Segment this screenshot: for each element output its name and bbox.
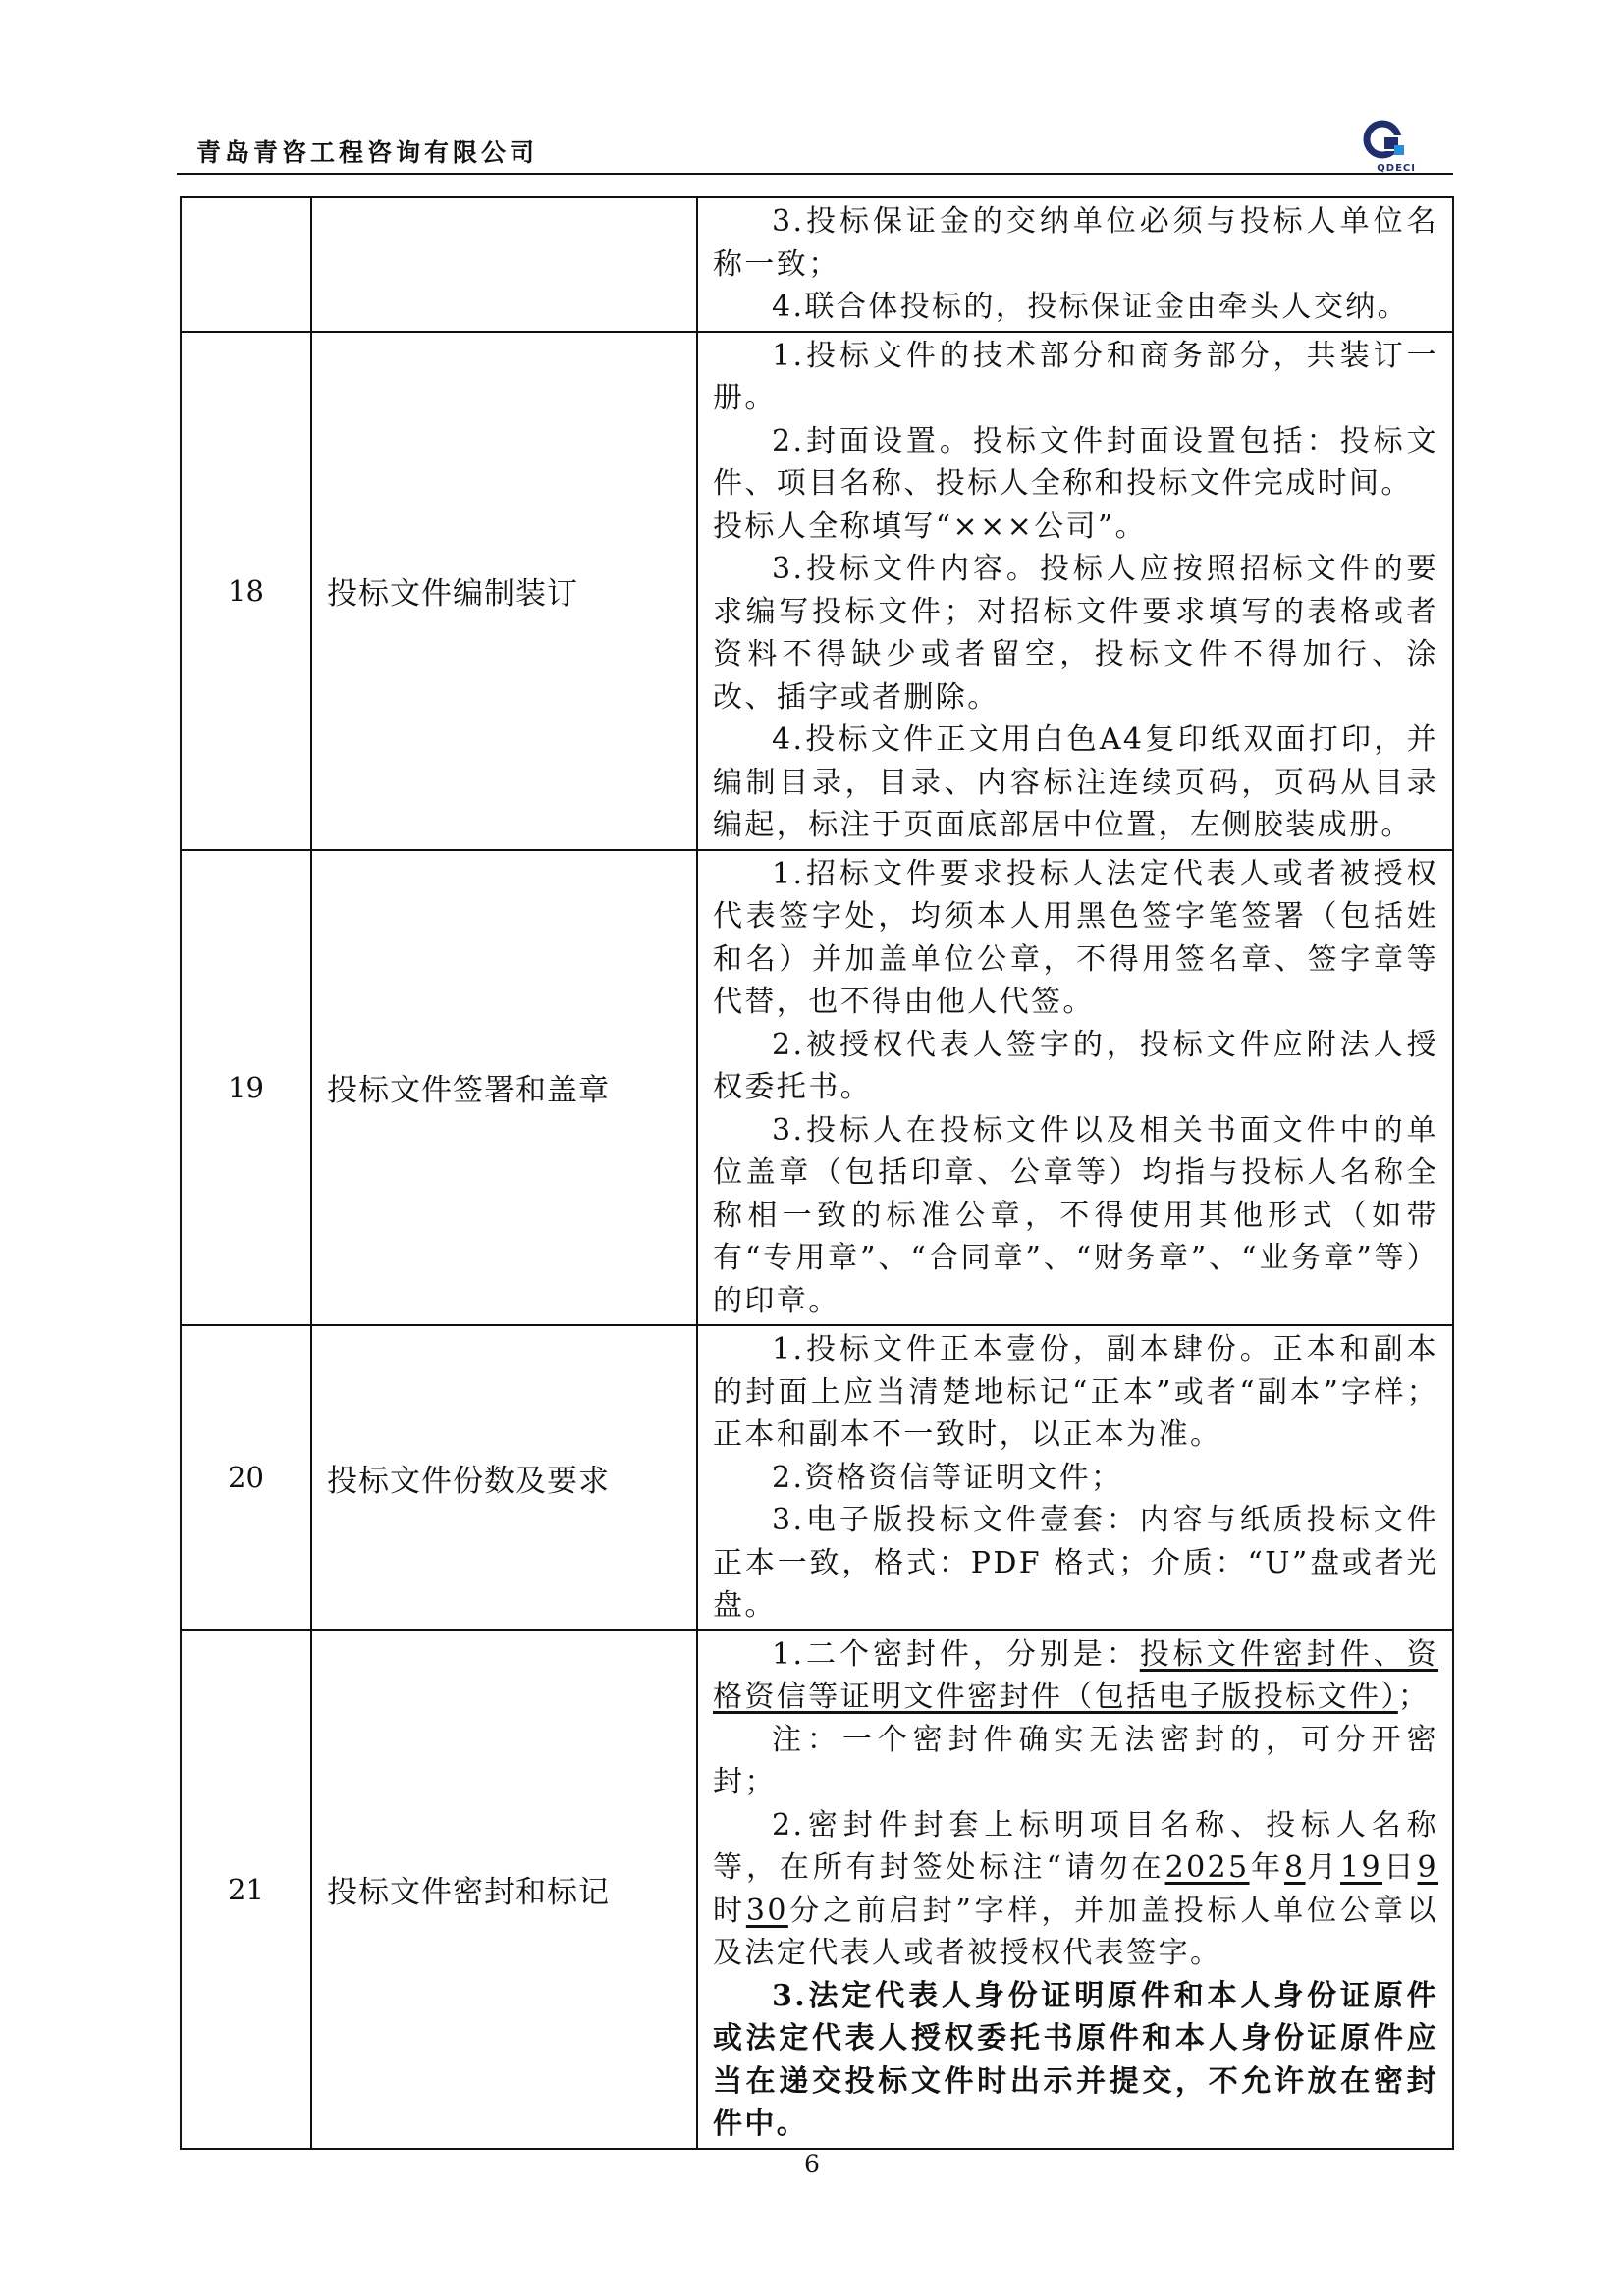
company-name: 青岛青咨工程咨询有限公司 bbox=[196, 138, 539, 167]
paragraph bbox=[713, 1633, 1438, 1719]
text: 分之前启封”字样，并加盖投标人单位公章以及法定代表人或者被授权代表签字。 bbox=[713, 1893, 1438, 1970]
table-row bbox=[181, 197, 1453, 332]
row-number: 19 bbox=[181, 850, 311, 1326]
day-value: 19 bbox=[1340, 1850, 1383, 1885]
row-item: 投标文件编制装订 bbox=[311, 332, 697, 850]
paragraph: 3.投标人在投标文件以及相关书面文件中的单位盖章（包括印章、公章等）均指与投标人名称全称相一致的标准公章，不得使用其他形式（如带有“专用章”、“合同章”、“财务章”、“业务章”等）的印章。 bbox=[713, 1112, 1438, 1318]
row-content bbox=[697, 1325, 1453, 1630]
text: 时 bbox=[713, 1893, 746, 1928]
paragraph: 4.联合体投标的，投标保证金由牵头人交纳。 bbox=[772, 290, 1410, 324]
year-value: 2025 bbox=[1164, 1850, 1250, 1885]
row-number bbox=[181, 197, 311, 332]
page-number: 6 bbox=[804, 2150, 820, 2178]
table-row bbox=[181, 1630, 1453, 2149]
header-divider bbox=[177, 173, 1453, 175]
text: 1.二个密封件，分别是： bbox=[772, 1636, 1140, 1672]
row-number: 21 bbox=[181, 1630, 311, 2149]
paragraph: 1.投标文件正本壹份，副本肆份。正本和副本的封面上应当清楚地标记“正本”或者“副本”字样；正本和副本不一致时，以正本为准。 bbox=[713, 1332, 1438, 1452]
row-item: 投标文件密封和标记 bbox=[311, 1630, 697, 2149]
paragraph: 3.法定代表人身份证明原件和本人身份证原件或法定代表人授权委托书原件和本人身份证原件应当在递交投标文件时出示并提交，不允许放在密封件中。 bbox=[713, 1978, 1438, 2141]
row-content bbox=[697, 1630, 1453, 2149]
paragraph: 2.封面设置。投标文件封面设置包括：投标文件、项目名称、投标人全称和投标文件完成时间。 bbox=[713, 423, 1438, 501]
table-row bbox=[181, 1325, 1453, 1630]
paragraph bbox=[713, 1804, 1438, 1975]
paragraph: 投标人全称填写“×××公司”。 bbox=[713, 508, 1148, 544]
paragraph: 3.投标保证金的交纳单位必须与投标人单位名称一致； bbox=[713, 204, 1438, 282]
paragraph: 4.投标文件正文用白色A4复印纸双面打印，并编制目录，目录、内容标注连续页码，页码从目录编起，标注于页面底部居中位置，左侧胶装成册。 bbox=[713, 722, 1438, 842]
row-content bbox=[697, 850, 1453, 1326]
paragraph: 注：一个密封件确实无法密封的，可分开密封； bbox=[713, 1722, 1438, 1799]
page-header bbox=[185, 128, 1451, 175]
paragraph: 2.资格资信等证明文件； bbox=[772, 1460, 1123, 1495]
logo-text: QDECI bbox=[1377, 163, 1416, 174]
text: 日 bbox=[1382, 1850, 1418, 1885]
bid-requirements-table bbox=[180, 196, 1454, 2150]
text: ； bbox=[1397, 1680, 1431, 1714]
row-item: 投标文件签署和盖章 bbox=[311, 850, 697, 1326]
row-content bbox=[697, 197, 1453, 332]
underlined-text: 投标文件密封件、资格资信等证明文件密封件（包括电子版投标文件） bbox=[713, 1636, 1438, 1714]
row-item bbox=[311, 197, 697, 332]
paragraph: 1.投标文件的技术部分和商务部分，共装订一册。 bbox=[713, 338, 1438, 415]
row-number: 18 bbox=[181, 332, 311, 850]
row-item: 投标文件份数及要求 bbox=[311, 1325, 697, 1630]
row-content bbox=[697, 332, 1453, 850]
paragraph: 3.电子版投标文件壹套：内容与纸质投标文件正本一致，格式：PDF 格式；介质：“U”盘或者光盘。 bbox=[713, 1503, 1438, 1623]
table-row bbox=[181, 332, 1453, 850]
hour-value: 9 bbox=[1417, 1850, 1439, 1885]
row-number: 20 bbox=[181, 1325, 311, 1630]
paragraph: 1.招标文件要求投标人法定代表人或者被授权代表签字处，均须本人用黑色签字笔签署（包括姓和名）并加盖单位公章，不得用签名章、签字章等代替，也不得由他人代签。 bbox=[713, 856, 1438, 1019]
month-value: 8 bbox=[1284, 1850, 1306, 1885]
paragraph: 2.被授权代表人签字的，投标文件应附法人授权委托书。 bbox=[713, 1027, 1438, 1104]
minute-value: 30 bbox=[745, 1893, 788, 1928]
paragraph: 3.投标文件内容。投标人应按照招标文件的要求编写投标文件；对招标文件要求填写的表格或者资料不得缺少或者留空，投标文件不得加行、涂改、插字或者删除。 bbox=[713, 552, 1438, 715]
text: 月 bbox=[1305, 1850, 1341, 1885]
text: 2.密封件封套上标明项目名称、投标人名称等，在所有封签处标注“请勿在 bbox=[713, 1807, 1438, 1885]
company-logo-icon bbox=[1361, 118, 1410, 169]
text: 年 bbox=[1249, 1850, 1285, 1885]
table-row bbox=[181, 850, 1453, 1326]
